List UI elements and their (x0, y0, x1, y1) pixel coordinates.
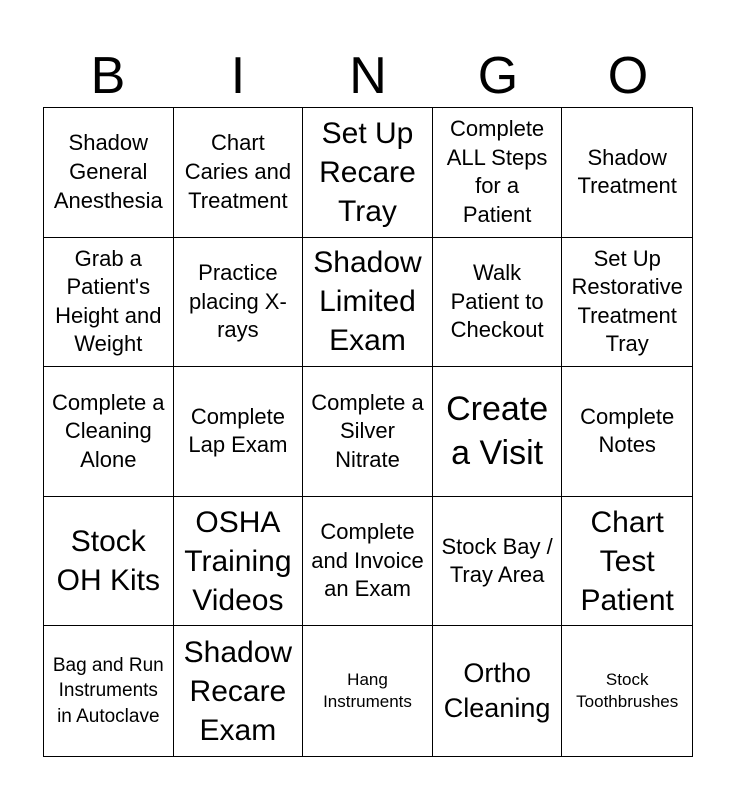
cell-text: Grab a Patient's Height and Weight (55, 245, 162, 357)
bingo-cell[interactable] (44, 238, 174, 368)
bingo-cell[interactable] (174, 626, 304, 756)
bingo-cell[interactable] (174, 497, 304, 627)
cell-text: Complete a Cleaning Alone (52, 389, 165, 472)
cell-text: Ortho Cleaning (443, 658, 551, 724)
cell-text: Walk Patient to Checkout (450, 260, 544, 343)
cell-text: Set Up Restorative Treatment Tray (571, 245, 683, 357)
cell-text: Complete ALL Steps for a Patient (446, 116, 548, 227)
bingo-cell[interactable] (174, 238, 304, 368)
bingo-cell[interactable] (303, 367, 433, 497)
cell-text: Bag and Run Instruments in Autoclave (52, 654, 164, 728)
bingo-cell[interactable] (562, 108, 692, 238)
header-letter-b: B (90, 47, 126, 105)
header-letter-n: N (349, 47, 387, 105)
bingo-cell[interactable] (562, 238, 692, 368)
cell-text: Stock Bay / Tray Area (441, 533, 553, 588)
cell-text: Chart Test Patient (580, 505, 674, 617)
bingo-cell[interactable] (562, 367, 692, 497)
cell-text: Shadow General Anesthesia (53, 130, 163, 213)
bingo-cell[interactable] (562, 497, 692, 627)
cell-text: Stock Toothbrushes (576, 670, 679, 712)
bingo-cell[interactable] (303, 497, 433, 627)
header-letter-g: G (477, 47, 519, 105)
header-letter-o: O (607, 47, 649, 105)
cell-text: Practice placing X-rays (188, 260, 287, 343)
bingo-cell[interactable] (303, 238, 433, 368)
cell-text: Complete a Silver Nitrate (311, 389, 424, 472)
cell-text: Complete Notes (580, 403, 675, 458)
cell-text: Shadow Recare Exam (183, 635, 293, 747)
bingo-cell[interactable] (433, 108, 563, 238)
cell-text: Chart Caries and Treatment (184, 130, 292, 213)
cell-text: Complete Lap Exam (188, 403, 288, 458)
bingo-cell[interactable] (303, 108, 433, 238)
header-letter-i: I (230, 47, 246, 105)
bingo-cell[interactable] (174, 367, 304, 497)
cell-text: OSHA Training Videos (184, 505, 292, 617)
bingo-cell[interactable] (174, 108, 304, 238)
bingo-cell[interactable] (433, 238, 563, 368)
bingo-cell[interactable] (303, 626, 433, 756)
cell-text: Stock OH Kits (56, 525, 160, 598)
cell-text: Complete and Invoice an Exam (311, 519, 424, 602)
bingo-cell[interactable] (562, 626, 692, 756)
cell-text: Set Up Recare Tray (319, 116, 416, 228)
cell-text: Create a Visit (446, 390, 549, 473)
bingo-cell[interactable] (433, 626, 563, 756)
bingo-cell[interactable] (44, 367, 174, 497)
bingo-cell[interactable] (44, 497, 174, 627)
bingo-board (43, 107, 693, 757)
bingo-cell[interactable] (433, 367, 563, 497)
bingo-cell[interactable] (44, 626, 174, 756)
bingo-cell[interactable] (44, 108, 174, 238)
cell-text: Shadow Limited Exam (313, 246, 422, 358)
bingo-header (43, 46, 693, 106)
cell-text: Hang Instruments (323, 670, 412, 712)
bingo-cell[interactable] (433, 497, 563, 627)
cell-text: Shadow Treatment (577, 144, 677, 199)
